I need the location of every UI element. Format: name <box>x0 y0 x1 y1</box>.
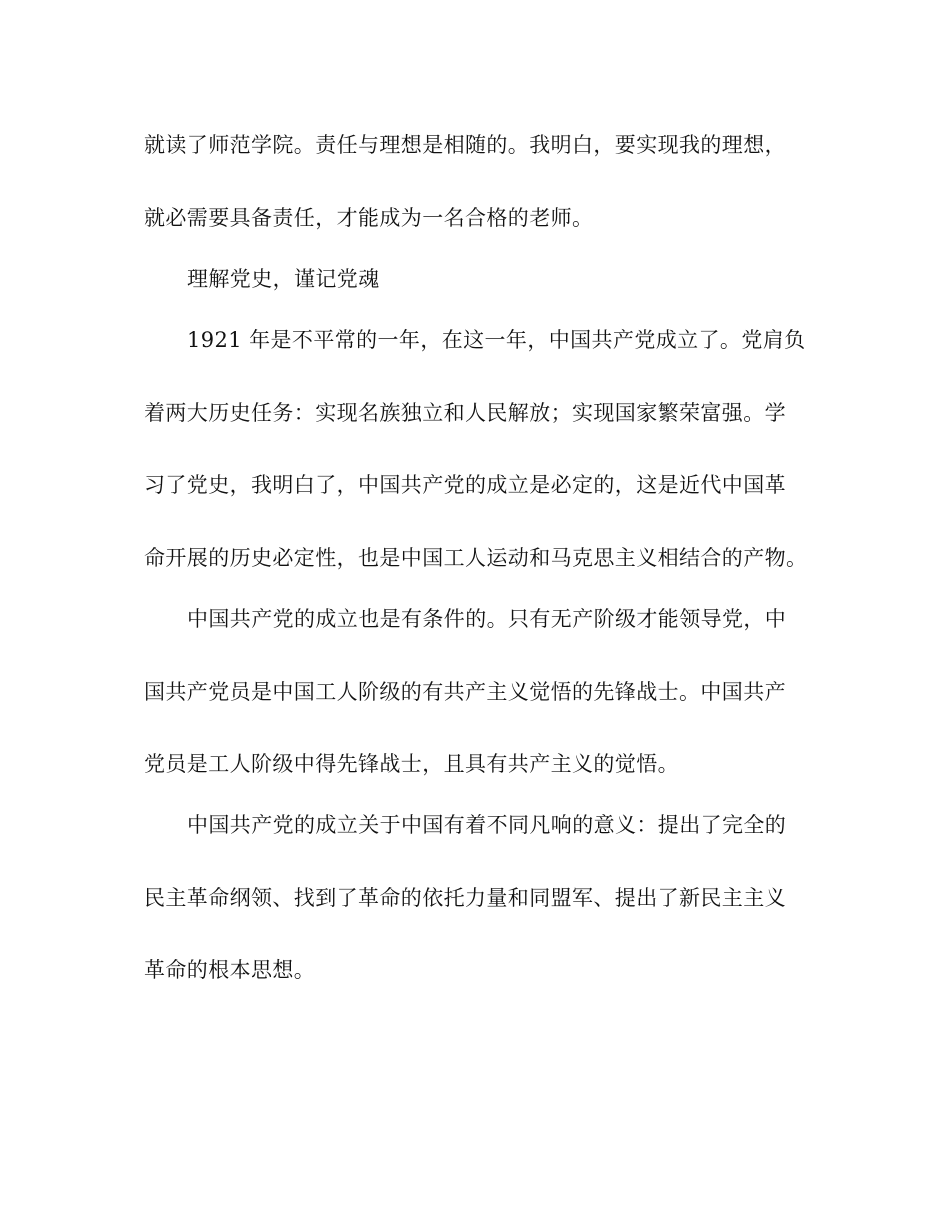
section-heading: 理解党史，谨记党魂 <box>187 267 380 291</box>
text-line: 着两大历史任务：实现名族独立和人民解放；实现国家繁荣富强。学 <box>144 401 786 425</box>
text-line: 民主革命纲领、找到了革命的依托力量和同盟军、提出了新民主主义 <box>144 886 786 910</box>
text-line: 中国共产党的成立也是有条件的。只有无产阶级才能领导党，中 <box>187 607 787 631</box>
text-line: 国共产党员是中国工人阶级的有共产主义觉悟的先锋战士。中国共产 <box>144 680 786 704</box>
text-line: 就读了师范学院。责任与理想是相随的。我明白，要实现我的理想， <box>144 133 786 157</box>
text-line: 党员是工人阶级中得先锋战士，且具有共产主义的觉悟。 <box>144 752 679 776</box>
text-line: 就必需要具备责任，才能成为一名合格的老师。 <box>144 206 594 230</box>
text-line: 中国共产党的成立关于中国有着不同凡响的意义：提出了完全的 <box>187 813 787 837</box>
text-line: 命开展的历史必定性，也是中国工人运动和马克思主义相结合的产物。 <box>144 546 808 570</box>
text-line: 习了党史，我明白了，中国共产党的成立是必定的，这是近代中国革 <box>144 473 786 497</box>
text-line: 1921 年是不平常的一年，在这一年，中国共产党成立了。党肩负 <box>187 328 806 352</box>
text-line: 革命的根本思想。 <box>144 958 316 982</box>
